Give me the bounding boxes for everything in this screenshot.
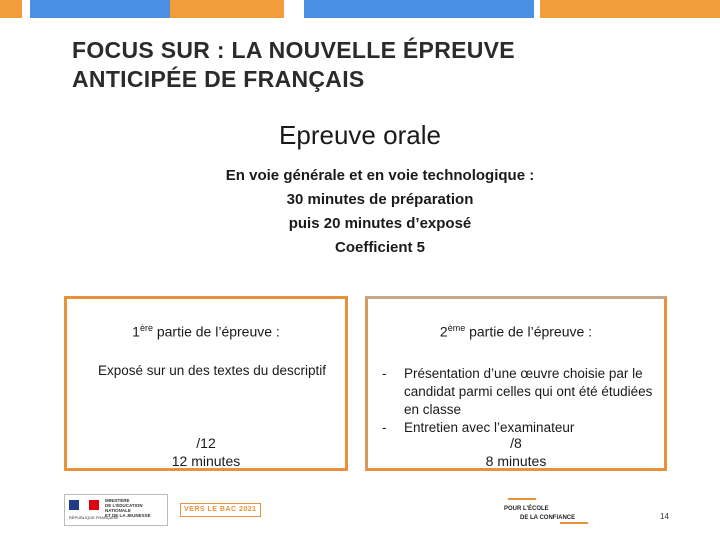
info-line-3: puis 20 minutes d’exposé [288,215,472,232]
section-subtitle: Epreuve orale [279,120,441,150]
list-item-text: Présentation d’une œuvre choisie par le candidat parmi celles qui ont été étudiées en classe [404,366,653,417]
ministry-line: DE L’ÉDUCATION [105,503,143,508]
part-two-points: /8 [510,435,522,451]
ministry-line: MINISTÈRE [105,498,130,503]
part-two-sup: ème [447,323,466,333]
part-two-label: partie de l’épreuve : [465,323,593,340]
part-one-label: partie de l’épreuve : [152,323,280,340]
logo-line-2: DE LA CONFIANCE [520,515,576,521]
ministry-line: ET DE LA JEUNESSE [105,513,151,518]
title-line-1: FOCUS SUR : LA NOUVELLE ÉPREUVE [72,37,515,63]
part-one-sup: ère [139,323,153,333]
part-one-heading [67,323,345,340]
page-title [72,36,672,94]
logo-line-1: POUR L’ÉCOLE [504,506,549,512]
ministry-line: NATIONALE [105,508,131,513]
republic-text: RÉPUBLIQUE FRANÇAISE [69,515,119,520]
info-line-2: 30 minutes de préparation [286,191,474,208]
ministry-logo [64,494,168,526]
dash-bullet: - [382,366,387,381]
part-two-heading [368,323,664,340]
part-two-duration: 8 minutes [485,453,547,469]
part-two-score [365,434,667,470]
part-one-description: Exposé sur un des textes du descriptif [97,363,327,378]
ecole-confiance-logo [500,496,595,526]
part-one-num: 1 [132,323,140,340]
info-line-1: En voie générale et en voie technologique : [225,167,535,184]
exam-info [0,164,720,260]
top-bar-orange-2 [170,0,284,18]
part-one-points: /12 [196,435,216,451]
part-two-num: 2 [439,323,448,340]
part-one-duration: 12 minutes [171,453,241,469]
logo-bar [560,522,588,524]
page-number: 14 [660,512,669,521]
list-item [382,365,662,419]
top-bar-blue-1 [30,0,170,18]
info-line-4: Coefficient 5 [334,239,425,256]
dash-bullet: - [382,420,387,435]
title-line-2: ANTICIPÉE DE FRANÇAIS [72,66,365,92]
top-bar-orange-1 [0,0,22,18]
vers-le-bac-badge: VERS LE BAC 2021 [180,503,261,517]
part-one-score [64,434,348,470]
top-bar-blue-2 [304,0,534,18]
part-two-list [382,365,662,437]
top-bar-orange-3 [540,0,720,18]
french-flag-icon [69,500,99,510]
list-item-text: Entretien avec l’examinateur [404,420,575,435]
logo-bar [508,498,536,500]
